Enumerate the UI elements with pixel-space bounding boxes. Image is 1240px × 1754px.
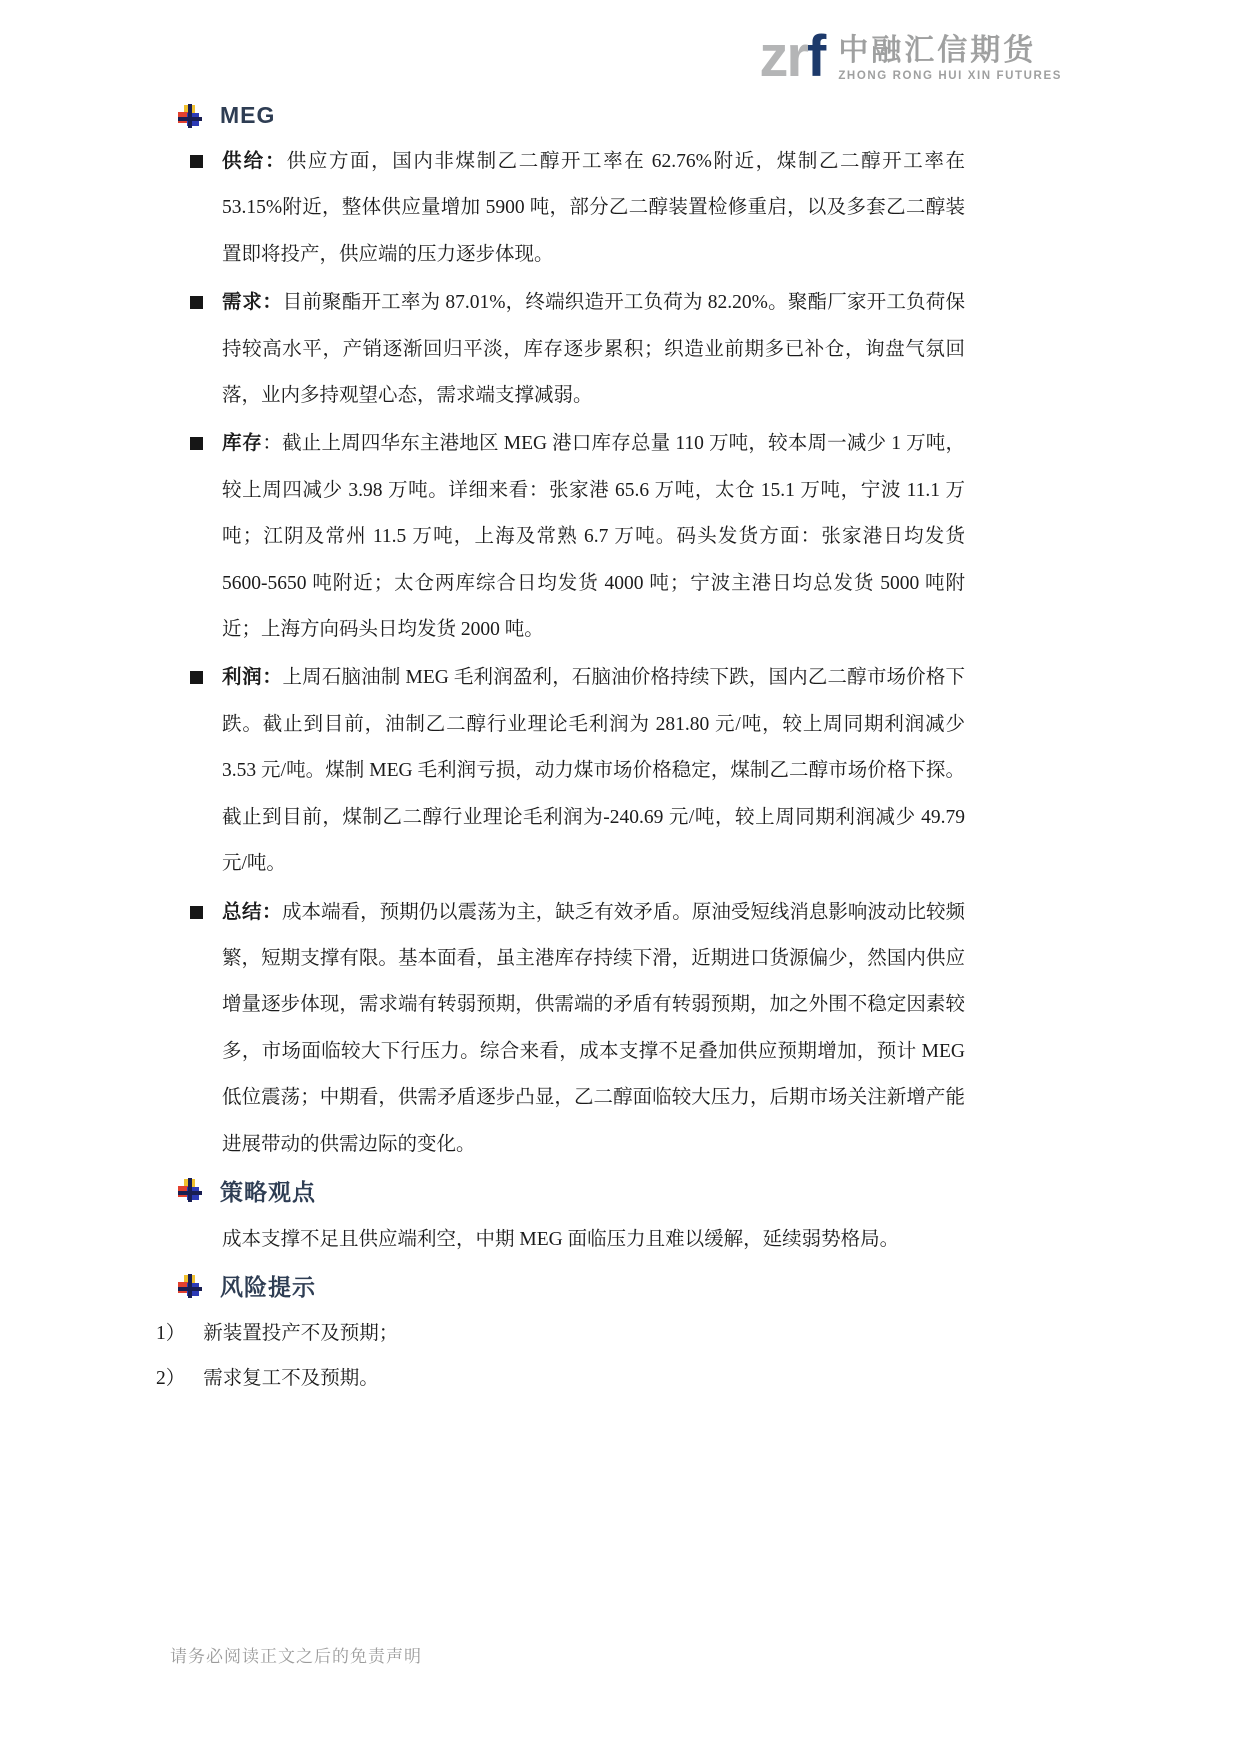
square-bullet-icon [190,906,203,919]
risk-list [156,1312,965,1402]
risk-item-text: 新装置投产不及预期； [203,1323,399,1345]
logo-f-text: f [806,24,825,89]
bullet-inventory-text: ：截止上周四华东主港地区 MEG 港口库存总量 110 万吨，较本周一减少 1 万吨，较上周四减少 3.98 万吨。详细来看：张家港 65.6 万吨，太仓 15.1 万吨，宁波 11.1 万吨；江阴及常州 11.5 万吨，上海及常熟 6.7 万吨。码头发货方面：张家港日均发货 5600-5650 吨附近；太仓两库综合日均发货 4000 吨；宁波主港日均总发货 5000 吨附近；上海方向码头日均发货 2000 吨。 [222,433,965,641]
risk-item [156,1357,965,1402]
cross-bullet-icon [178,104,202,128]
risk-item-number: 1） [156,1323,186,1345]
square-bullet-icon [190,437,203,450]
risk-item [156,1312,965,1357]
section-heading-risk [178,1269,965,1302]
company-logo [759,24,1062,89]
bullet-inventory [170,421,965,653]
square-bullet-icon [190,155,203,168]
bullet-supply-text: 供应方面，国内非煤制乙二醇开工率在 62.76%附近，煤制乙二醇开工率在 53.15%附近，整体供应量增加 5900 吨，部分乙二醇装置检修重启，以及多套乙二醇装置即将投产，供应端的压力逐步体现。 [222,151,965,265]
section-title-meg: MEG [220,102,276,128]
bullet-demand-label: 需求： [222,292,283,314]
section-heading-strategy [178,1174,965,1207]
square-bullet-icon [190,671,203,684]
logo-names [838,34,1062,84]
bullet-summary-label: 总结： [222,901,283,923]
logo-company-name-cn: 中融汇信期货 [838,34,1037,67]
bullet-demand-text: 目前聚酯开工率为 87.01%，终端织造开工负荷为 82.20%。聚酯厂家开工负荷保持较高水平，产销逐渐回归平淡，库存逐步累积；织造业前期多已补仓，询盘气氛回落，业内多持观望心态，需求端支撑减弱。 [222,292,965,407]
cross-bullet-icon [178,1178,202,1202]
bullet-inventory-label: 库存 [222,433,263,455]
bullet-profit-text: 上周石脑油制 MEG 毛利润盈利，石脑油价格持续下跌，国内乙二醇市场价格下跌。截止到目前，油制乙二醇行业理论毛利润为 281.80 元/吨，较上周同期利润减少 3.53 元/吨。煤制 MEG 毛利润亏损，动力煤市场价格稳定，煤制乙二醇市场价格下探。截止到目前，煤制乙二醇行业理论毛利润为-240.69 元/吨，较上周同期利润减少 49.79 元/吨。 [222,667,965,875]
report-body [156,96,965,1402]
logo-zr-text: zr [759,24,807,89]
bullet-summary-text: 成本端看，预期仍以震荡为主，缺乏有效矛盾。原油受短线消息影响波动比较频繁，短期支撑有限。基本面看，虽主港库存持续下滑，近期进口货源偏少，然国内供应增量逐步体现，需求端有转弱预期，供需端的矛盾有转弱预期，加之外围不稳定因素较多，市场面临较大下行压力。综合来看，成本支撑不足叠加供应预期增加，预计 MEG 低位震荡；中期看，供需矛盾逐步凸显，乙二醇面临较大压力，后期市场关注新增产能进展带动的供需边际的变化。 [222,901,965,1155]
square-bullet-icon [190,296,203,309]
disclaimer-footer: 请务必阅读正文之后的免责声明 [170,1647,422,1666]
risk-item-number: 2） [156,1368,186,1390]
strategy-paragraph: 成本支撑不足且供应端利空，中期 MEG 面临压力且难以缓解，延续弱势格局。 [222,1228,900,1250]
logo-zrf-mark [759,24,825,89]
section-title-risk: 风险提示 [220,1274,316,1301]
bullet-profit-label: 利润： [222,667,283,689]
logo-company-name-en: ZHONG RONG HUI XIN FUTURES [838,70,1062,82]
bullet-profit [170,655,965,887]
bullet-demand [170,280,965,419]
bullet-summary [170,890,965,1168]
bullet-supply [170,139,965,278]
bullet-supply-label: 供给： [222,151,287,172]
section-heading-meg [178,102,965,129]
section-title-strategy: 策略观点 [220,1178,316,1205]
cross-bullet-icon [178,1274,202,1298]
risk-item-text: 需求复工不及预期。 [203,1368,379,1390]
